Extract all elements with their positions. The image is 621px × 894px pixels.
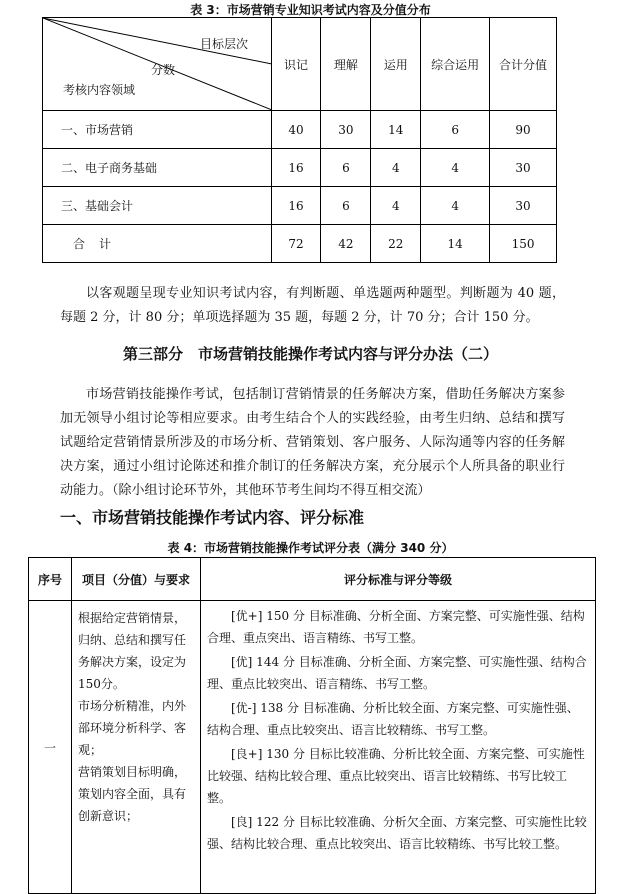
table4-caption: 表 4：市场营销技能操作考试评分表（满分 340 分）: [167, 541, 454, 555]
grade-level-text: [优+] 150 分 目标准确、分析全面、方案完整、可实施性强、结构合理、重点突出、语言精练、书写工整。: [207, 609, 585, 645]
header-criteria: 评分标准与评分等级: [201, 558, 596, 601]
exam-format-paragraph: 以客观题呈现专业知识考试内容，有判断题、单选题两种题型。判断题为 40 题，每题 2 分，计 80 分；单项选择题为 35 题，每题 2 分，计 70 分；合计 150 分。: [60, 286, 565, 325]
cell-value: 42: [321, 225, 371, 263]
table3-corner-cell: [43, 18, 272, 111]
cell-value: 150: [490, 225, 557, 263]
cell-value: 4: [371, 187, 421, 225]
cell-value: 90: [490, 111, 557, 149]
cell-value: 14: [421, 225, 490, 263]
item-requirements: [72, 601, 201, 894]
cell-value: 4: [421, 149, 490, 187]
cell-value: 30: [321, 111, 371, 149]
corner-label-content-area: 考核内容领域: [63, 83, 136, 97]
cell-value: 22: [371, 225, 421, 263]
cell-value: 16: [271, 149, 321, 187]
grade-level-text: [良] 122 分 目标比较准确、分析欠全面、方案完整、可实施性比较强、结构比较合理、重点比较突出、语言比较精练、书写比较工整。: [207, 815, 587, 851]
table-row: [43, 149, 557, 187]
table-row: [43, 187, 557, 225]
col-header: 合计分值: [490, 18, 557, 111]
table-total-row: [43, 225, 557, 263]
requirement-text: 营销策划目标明确，策划内容全面，具有创新意识；: [78, 765, 187, 823]
table4-header-row: [29, 558, 596, 601]
cell-value: 72: [271, 225, 321, 263]
cell-value: 30: [490, 187, 557, 225]
grading-criteria: [201, 601, 596, 894]
row-number: 一: [29, 601, 72, 894]
cell-value: 4: [421, 187, 490, 225]
cell-value: 4: [371, 149, 421, 187]
corner-label-score: 分数: [151, 63, 176, 77]
cell-value: 40: [271, 111, 321, 149]
cell-value: 16: [271, 187, 321, 225]
row-area: 一、市场营销: [43, 111, 272, 149]
grade-level-text: [良+] 130 分 目标比较准确、分析比较全面、方案完整、可实施性比较强、结构比较合理、重点比较突出、语言比较精练、书写比较工整。: [207, 747, 585, 805]
section-heading: 一、市场营销技能操作考试内容、评分标准: [60, 508, 365, 527]
row-area: 三、基础会计: [43, 187, 272, 225]
cell-value: 6: [421, 111, 490, 149]
header-item: 项目（分值）与要求: [72, 558, 201, 601]
col-header: 理解: [321, 18, 371, 111]
skills-exam-paragraph: 市场营销技能操作考试，包括制订营销情景的任务解决方案，借助任务解决方案参加无领导小组讨论等相应要求。由考生结合个人的实践经验，由考生归纳、总结和撰写试题给定营销情景所涉及的市场分析、营销策划、客户服务、人际沟通等内容的任务解决方案，通过小组讨论陈述和推介制订的任务解决方案，充分展示个人所具备的职业行动能力。（除小组讨论环节外，其他环节考生间均不得互相交流）: [60, 387, 565, 498]
grade-level-text: [优] 144 分 目标准确、分析全面、方案完整、可实施性强、结构合理、重点比较突出、语言精练、书写工整。: [207, 655, 587, 691]
header-no: 序号: [29, 558, 72, 601]
col-header: 运用: [371, 18, 421, 111]
grade-level-text: [优-] 138 分 目标准确、分析比较全面、方案完整、可实施性强、结构合理、重点比较突出、语言比较精练、书写工整。: [207, 701, 579, 737]
table3-header-row: [43, 18, 557, 111]
requirement-text: 市场分析精准，内外部环境分析科学、客观；: [78, 699, 187, 757]
table-row: [29, 601, 596, 894]
row-area: 二、电子商务基础: [43, 149, 272, 187]
cell-value: 6: [321, 149, 371, 187]
requirement-text: 根据给定营销情景，归纳、总结和撰写任务解决方案，设定为150分。: [78, 611, 187, 691]
col-header: 识记: [271, 18, 321, 111]
skills-scoring-table: [28, 557, 596, 894]
cell-value: 30: [490, 149, 557, 187]
score-distribution-table: [42, 17, 557, 263]
table3-caption: 表 3：市场营销专业知识考试内容及分值分布: [190, 3, 431, 17]
corner-label-target-level: 目标层次: [200, 37, 249, 51]
table-row: [43, 111, 557, 149]
col-header: 综合运用: [421, 18, 490, 111]
cell-value: 6: [321, 187, 371, 225]
cell-value: 14: [371, 111, 421, 149]
total-label: 合计: [43, 225, 272, 263]
part3-heading: 第三部分 市场营销技能操作考试内容与评分办法（二）: [122, 345, 498, 363]
